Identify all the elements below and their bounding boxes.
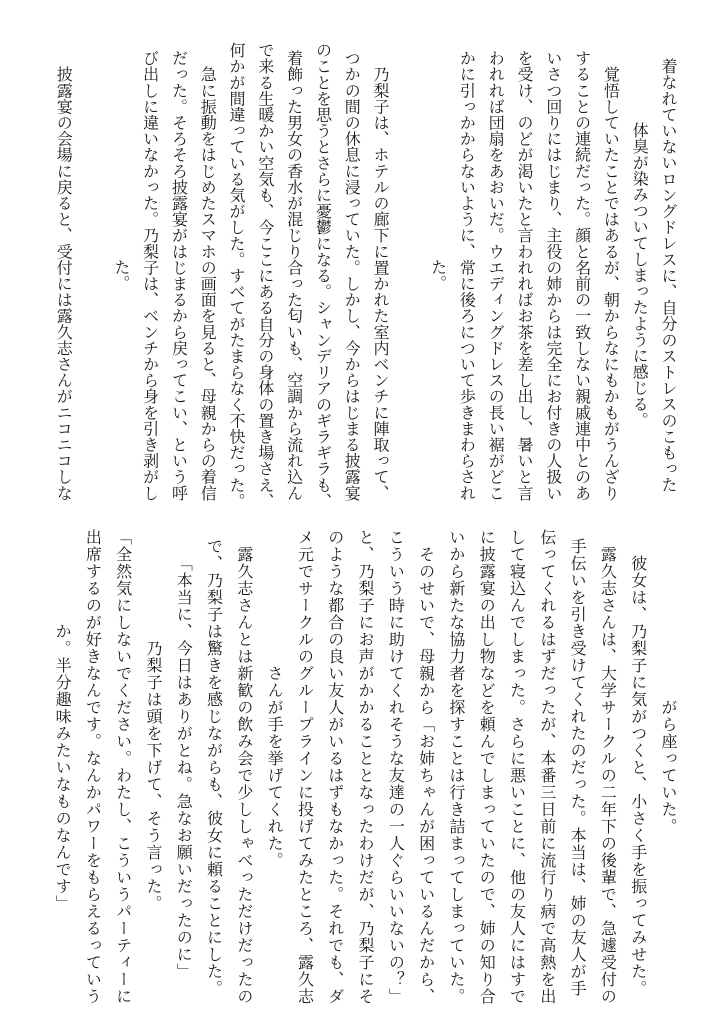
text-line: つかの間の休息に浸っていた。しかし、今からはじまる披露宴 [342, 49, 362, 501]
text-line: のような都合の良い友人がいるはずもなかった。それでも、ダ [325, 529, 345, 1005]
text-line: かに引っかからないように、常に後ろについて歩きまわらされ [457, 49, 477, 501]
text-line: 露久志さんとは新歓の飲み会で少ししゃべっただけだったの [234, 529, 254, 1005]
text-block-bottom [40, 529, 678, 1005]
text-line: 手伝いを引き受けてくれたのだった。本当は、姉の友人が手 [568, 537, 588, 997]
text-line: 披露宴の会場に戻ると、受付には露久志さんがニコニコしな [54, 49, 74, 501]
text-line: 着なれていないロングドレスに、自分のストレスのこもった [659, 57, 678, 493]
text-line: 体臭が染みついてしまったように感じる。 [630, 122, 650, 428]
text-line: た。 [111, 258, 131, 292]
text-line: か。半分趣味みたいなものなんです」 [53, 622, 73, 912]
text-line: 露久志さんは、大学サークルの二年下の後輩で、急遽受付の [598, 529, 618, 1005]
text-line: いさつ回りにはじまり、主役の姉からは完全にお付きの人扱い [543, 49, 563, 501]
text-line: 着飾った男女の香水が混じり合った匂いも、空調から流れ込ん [284, 49, 304, 501]
text-line: 「本当に、今日はありがとね。急なお願いだったのに」 [174, 554, 194, 980]
text-line: と、乃梨子にお声がかかることとなったわけだが、乃梨子にそ [356, 529, 376, 1005]
text-line: こういう時に助けてくれそうな友達の一人ぐらいいないの？」 [386, 529, 406, 1005]
text-line: われれば団扇をあおいだ。ウエディングドレスの長い裾がどこ [486, 49, 506, 501]
text-line: することの連続だった。顔と名前の一致しない親戚連中とのあ [572, 49, 592, 501]
text-line: を受け、のどが渇いたと言われればお茶を差し出し、暑いと言 [515, 49, 535, 501]
text-line: で、乃梨子は驚きを感じながらも、彼女に頼ることにした。 [204, 537, 224, 997]
text-line: 出席するのが好きなんです。なんかパワーをもらえるっていう [83, 529, 103, 1005]
text-line: た。 [428, 258, 448, 292]
text-line: で来る生暖かい空気も、今ここにある自分の身体の置き場さえ、 [255, 41, 275, 509]
text-line: いから新たな協力者を探すことは行き詰まってしまっていた。 [446, 529, 466, 1005]
text-line: 急に振動をはじめたスマホの画面を見ると、母親からの着信 [198, 49, 218, 501]
text-line: がら座っていた。 [659, 699, 678, 835]
text-block-top [42, 41, 678, 509]
text-line [388, 50, 417, 500]
text-line: 彼女は、乃梨子に気がつくと、小さく手を振ってみせた。 [628, 537, 648, 997]
text-line: のことを思うとさらに憂鬱になる。シャンデリアのギラギラも、 [313, 41, 333, 509]
text-line: 乃梨子は、ホテルの廊下に置かれた室内ベンチに陣取って、 [371, 49, 391, 501]
text-line: 伝ってくれるはずだったが、本番三日前に流行り病で高熱を出 [537, 529, 557, 1005]
text-line [71, 50, 100, 500]
text-line: メ元でサークルのグループラインに投げてみたところ、露久志 [295, 529, 315, 1005]
text-line: 乃梨子は頭を下げて、そう言った。 [143, 622, 163, 912]
text-line: して寝込んでしまった。さらに悪いことに、他の友人にはすで [507, 529, 527, 1005]
text-line: に披露宴の出し物などを頼んでしまっていたので、姉の知り合 [477, 529, 497, 1005]
text-line: だった。そろそろ披露宴がはじまるから戻ってこい、という呼 [169, 49, 189, 501]
text-line: 何かが間違っている気がした。すべてがたまらなく不快だった。 [227, 41, 247, 509]
text-line: そのせいで、母親から「お姉ちゃんが困っているんだから、 [416, 529, 436, 1005]
text-line: 「全然気にしないでください。わたし、こういうパーティーに [113, 529, 133, 1005]
text-line: び出しに違いなかった。乃梨子は、ベンチから身を引き剥がし [140, 49, 160, 501]
text-line: さんが手を挙げてくれた。 [265, 665, 285, 869]
text-line: 覚悟していたことではあるが、朝からなにもかもがうんざり [601, 49, 621, 501]
